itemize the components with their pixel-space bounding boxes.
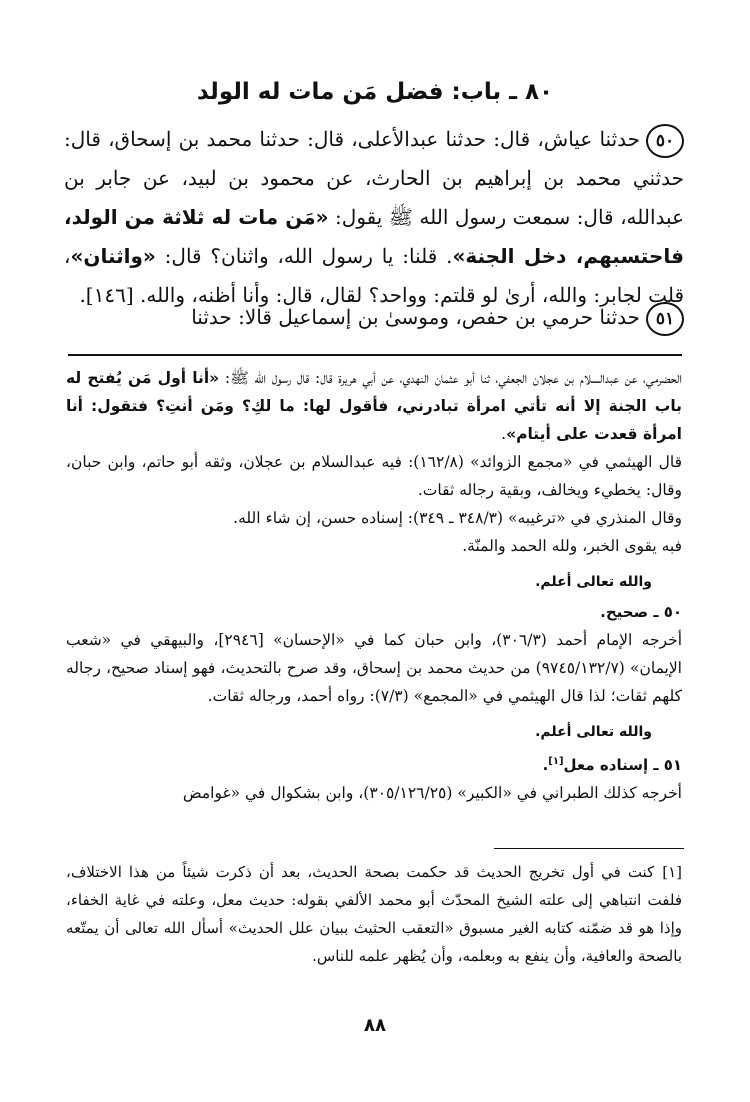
allah-alam-2: والله تعالى أعلم. (535, 724, 652, 740)
note-continuation-end: . (501, 425, 507, 443)
takhrij-51: أخرجه كذلك الطبراني في «الكبير» (٣٠٥/١٢٦/٢٥)، وابن بشكوال في «غوامض (182, 784, 682, 802)
hadith-51 (64, 298, 684, 337)
allah-alam-1: والله تعالى أعلم. (535, 574, 652, 590)
main-divider (68, 354, 682, 356)
hadith-50 (64, 120, 684, 315)
grade-50: ٥٠ ـ صحيح. (600, 603, 682, 621)
footnote-divider (494, 848, 684, 849)
hadith-50-text-2: . قلنا: يا رسول الله، واثنان؟ قال: (155, 244, 453, 268)
hadith-50-quote-2: «واثنان» (70, 244, 156, 268)
hadith-51-text: حدثنا حرمي بن حفص، وموسىٰ بن إسماعيل قالا: حدثنا (191, 305, 640, 329)
footnote (66, 858, 682, 970)
notes-section (66, 364, 682, 807)
footnote-marker: [١] (662, 863, 682, 881)
note-mundhiri: وقال المنذري في «ترغيبه» (٣٤٨/٣ ـ ٣٤٩): إسناده حسن، إن شاء الله. (233, 509, 682, 527)
footnote-text: كنت في أول تخريج الحديث قد حكمت بصحة الحديث، بعد أن ذكرت شيئاً من هذا الاختلاف، فلفت انتباهي إلى علته الشيخ المحدّث أبو محمد الألفي بقوله: حديث معل، وعلته في غاية الخفاء، وإذا هو قد ضمّنه كتابه الغير مسبوق «التعقب الحثيث ببيان علل الحديث» أسأل الله تعالى أن يمتّعه بالصحة والعافية، وأن ينفع به وبعلمه، وأن يُظهر علمه للناس. (66, 863, 682, 965)
hadith-50-text-3: ، قلت لجابر: والله، أرىٰ لو قلتم: وواحد؟ لقال، قال: وأنا أظنه، والله. [١٤٦]. (64, 244, 684, 307)
grade-51 (66, 748, 682, 779)
chapter-title: ٨٠ ـ باب: فضل مَن مات له الولد (196, 79, 554, 105)
page-number: ٨٨ (364, 1015, 386, 1036)
note-haythami: قال الهيثمي في «مجمع الزوائد» (١٦٢/٨): فيه عبدالسلام بن عجلان، وثقه أبو حاتم، وابن حبان، وقال: يخطيء ويخالف، وبقية رجاله ثقات. (66, 453, 683, 499)
footnote-reference: [١] (548, 756, 564, 767)
note-continuation-text: الحضرمي، عن عبدالسلام بن عجلان الجعفي، ثنا أبو عثمان النهدي، عن أبي هريرة قال: قال رسول الله ﷺ: (219, 369, 683, 387)
note-continuation-quote: «أنا أول مَن يُفتح له باب الجنة إلا أنه تأتي امرأة تبادرني، فأقول لها: ما لكِ؟ ومَن أنتِ؟ فتقول: أنا امرأة قعدت على أيتام» (66, 369, 682, 443)
hadith-50-text: حدثنا عياش، قال: حدثنا عبدالأعلى، قال: حدثنا محمد بن إسحاق، قال: حدثني محمد بن إبراهيم بن الحارث، عن محمود بن لبيد، عن جابر بن عبدالله، قال: سمعت رسول الله ﷺ يقول: (64, 127, 685, 229)
note-continuation (66, 364, 682, 448)
hadith-50-quote-1: «مَن مات له ثلاثة من الولد، فاحتسبهم، دخل الجنة» (64, 205, 684, 268)
grade-51-text: ٥١ ـ إسناده معل (563, 756, 682, 774)
takhrij-50: أخرجه الإمام أحمد (٣٠٦/٣)، وابن حبان كما في «الإحسان» [٢٩٤٦]، والبيهقي في «شعب الإيمان» (٩٧٤٥/١٣٢/٧) من حديث محمد بن إسحاق، وقد صرح بالتحديث، فهو إسناد صحيح، رجاله كلهم ثقات؛ لذا قال الهيثمي في «المجمع» (٧/٣): رواه أحمد، ورجاله ثقات. (66, 631, 683, 705)
hadith-number-50: ٥٠ (646, 124, 684, 158)
note-conclusion: فبه يقوى الخبر، ولله الحمد والمنّة. (462, 537, 682, 555)
hadith-number-51: ٥١ (646, 302, 684, 336)
grade-51-end: . (542, 756, 549, 774)
